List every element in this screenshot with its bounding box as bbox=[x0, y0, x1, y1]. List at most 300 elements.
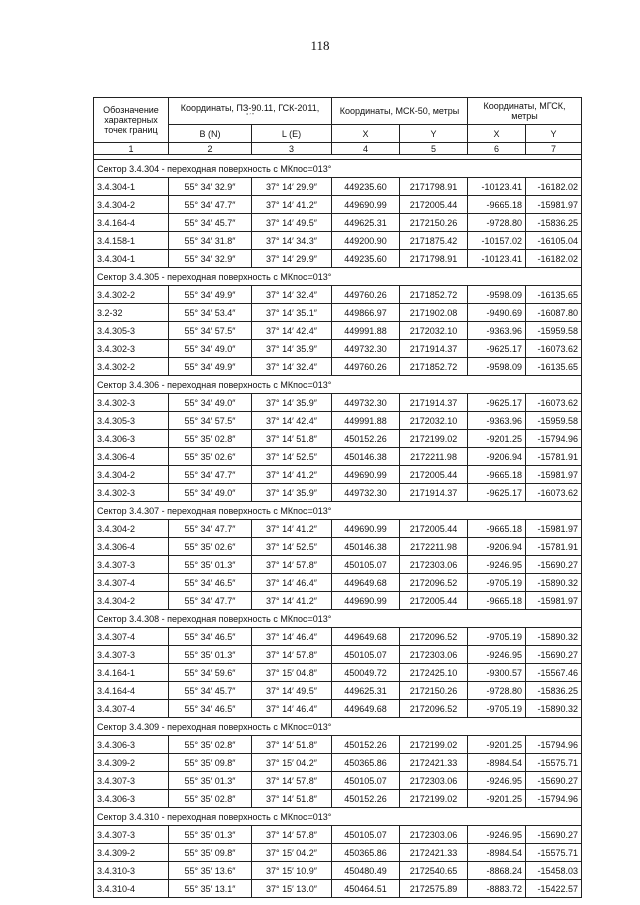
table-row bbox=[94, 772, 582, 790]
y-msk50-cell: 2171875.42 bbox=[400, 232, 468, 250]
point-id-cell: 3.4.164-4 bbox=[94, 682, 169, 700]
latitude-cell: 55° 35′ 01.3″ bbox=[169, 772, 252, 790]
x-msk50-cell: 449991.88 bbox=[332, 322, 400, 340]
longitude-cell: 37° 14′ 57.8″ bbox=[252, 646, 332, 664]
column-number: 4 bbox=[332, 143, 400, 155]
sector-title-row bbox=[94, 808, 582, 826]
latitude-cell: 55° 34′ 47.7″ bbox=[169, 466, 252, 484]
table-row bbox=[94, 754, 582, 772]
longitude-cell: 37° 15′ 04.8″ bbox=[252, 664, 332, 682]
table-row bbox=[94, 682, 582, 700]
table-row bbox=[94, 196, 582, 214]
longitude-cell: 37° 14′ 51.8″ bbox=[252, 430, 332, 448]
y-msk50-cell: 2172199.02 bbox=[400, 430, 468, 448]
latitude-cell: 55° 35′ 13.6″ bbox=[169, 862, 252, 880]
sector-title-row bbox=[94, 718, 582, 736]
latitude-cell: 55° 34′ 49.0″ bbox=[169, 394, 252, 412]
y-mgsk-cell: -15575.71 bbox=[526, 844, 582, 862]
column-number: 3 bbox=[252, 143, 332, 155]
x-msk50-cell: 449690.99 bbox=[332, 592, 400, 610]
x-msk50-cell: 450152.26 bbox=[332, 790, 400, 808]
x-mgsk-cell: -10123.41 bbox=[468, 250, 526, 268]
y-msk50-cell: 2172005.44 bbox=[400, 592, 468, 610]
y-mgsk-cell: -15890.32 bbox=[526, 574, 582, 592]
latitude-cell: 55° 34′ 49.9″ bbox=[169, 286, 252, 304]
y-msk50-cell: 2172421.33 bbox=[400, 754, 468, 772]
latitude-cell: 55° 34′ 59.6″ bbox=[169, 664, 252, 682]
latitude-cell: 55° 34′ 45.7″ bbox=[169, 682, 252, 700]
header-pz90-label: Координаты, ПЗ-90.11, ГСК-2011, bbox=[180, 103, 320, 113]
y-mgsk-cell: -15781.91 bbox=[526, 538, 582, 556]
point-id-cell: 3.4.310-3 bbox=[94, 862, 169, 880]
x-msk50-cell: 449235.60 bbox=[332, 250, 400, 268]
table-row bbox=[94, 322, 582, 340]
latitude-cell: 55° 34′ 46.5″ bbox=[169, 700, 252, 718]
y-mgsk-cell: -15690.27 bbox=[526, 826, 582, 844]
x-msk50-cell: 449760.26 bbox=[332, 358, 400, 376]
x-msk50-cell: 449690.99 bbox=[332, 466, 400, 484]
y-mgsk-cell: -15890.32 bbox=[526, 628, 582, 646]
table-row bbox=[94, 394, 582, 412]
latitude-cell: 55° 35′ 02.8″ bbox=[169, 790, 252, 808]
table-row bbox=[94, 232, 582, 250]
sector-title-row bbox=[94, 268, 582, 286]
latitude-cell: 55° 34′ 57.5″ bbox=[169, 412, 252, 430]
x-mgsk-cell: -8984.54 bbox=[468, 754, 526, 772]
header-pz90-group bbox=[169, 98, 332, 125]
sector-title: Сектор 3.4.305 - переходная поверхность с МКпос=013° bbox=[94, 268, 582, 286]
page-number: 118 bbox=[310, 38, 330, 53]
table-row bbox=[94, 214, 582, 232]
x-mgsk-cell: -9201.25 bbox=[468, 736, 526, 754]
y-mgsk-cell: -15836.25 bbox=[526, 214, 582, 232]
header-y-mgsk: Y bbox=[526, 125, 582, 143]
x-mgsk-cell: -9728.80 bbox=[468, 214, 526, 232]
y-mgsk-cell: -16087.80 bbox=[526, 304, 582, 322]
point-id-cell: 3.4.304-1 bbox=[94, 250, 169, 268]
point-id-cell: 3.2-32 bbox=[94, 304, 169, 322]
y-msk50-cell: 2172096.52 bbox=[400, 628, 468, 646]
x-msk50-cell: 450146.38 bbox=[332, 448, 400, 466]
y-mgsk-cell: -15890.32 bbox=[526, 700, 582, 718]
latitude-cell: 55° 34′ 47.7″ bbox=[169, 196, 252, 214]
y-mgsk-cell: -15567.46 bbox=[526, 664, 582, 682]
table-row bbox=[94, 664, 582, 682]
x-mgsk-cell: -9201.25 bbox=[468, 430, 526, 448]
x-mgsk-cell: -9625.17 bbox=[468, 394, 526, 412]
point-id-cell: 3.4.302-3 bbox=[94, 394, 169, 412]
longitude-cell: 37° 14′ 35.9″ bbox=[252, 484, 332, 502]
y-mgsk-cell: -15836.25 bbox=[526, 682, 582, 700]
y-msk50-cell: 2172303.06 bbox=[400, 772, 468, 790]
latitude-cell: 55° 34′ 32.9″ bbox=[169, 250, 252, 268]
header-x-mgsk: X bbox=[468, 125, 526, 143]
point-id-cell: 3.4.304-2 bbox=[94, 466, 169, 484]
point-id-cell: 3.4.307-4 bbox=[94, 700, 169, 718]
header-b: B (N) bbox=[169, 125, 252, 143]
y-msk50-cell: 2172150.26 bbox=[400, 682, 468, 700]
x-mgsk-cell: -9363.96 bbox=[468, 322, 526, 340]
table-body bbox=[94, 160, 582, 898]
latitude-cell: 55° 34′ 46.5″ bbox=[169, 628, 252, 646]
x-mgsk-cell: -9598.09 bbox=[468, 286, 526, 304]
y-msk50-cell: 2172211.98 bbox=[400, 448, 468, 466]
sector-title-row bbox=[94, 160, 582, 178]
longitude-cell: 37° 14′ 42.4″ bbox=[252, 322, 332, 340]
header-mgsk-group: Координаты, МГСК, метры bbox=[468, 98, 582, 125]
x-mgsk-cell: -9665.18 bbox=[468, 520, 526, 538]
point-id-cell: 3.4.302-2 bbox=[94, 358, 169, 376]
x-mgsk-cell: -9665.18 bbox=[468, 466, 526, 484]
x-msk50-cell: 449690.99 bbox=[332, 196, 400, 214]
longitude-cell: 37° 14′ 32.4″ bbox=[252, 358, 332, 376]
x-mgsk-cell: -9246.95 bbox=[468, 826, 526, 844]
x-mgsk-cell: -9705.19 bbox=[468, 628, 526, 646]
x-mgsk-cell: -9300.57 bbox=[468, 664, 526, 682]
longitude-cell: 37° 14′ 34.3″ bbox=[252, 232, 332, 250]
x-mgsk-cell: -9246.95 bbox=[468, 556, 526, 574]
table-row bbox=[94, 628, 582, 646]
latitude-cell: 55° 34′ 31.8″ bbox=[169, 232, 252, 250]
point-id-cell: 3.4.304-2 bbox=[94, 592, 169, 610]
sector-title: Сектор 3.4.306 - переходная поверхность с МКпос=013° bbox=[94, 376, 582, 394]
longitude-cell: 37° 14′ 51.8″ bbox=[252, 790, 332, 808]
latitude-cell: 55° 34′ 47.7″ bbox=[169, 592, 252, 610]
x-msk50-cell: 449200.90 bbox=[332, 232, 400, 250]
point-id-cell: 3.4.307-3 bbox=[94, 826, 169, 844]
x-mgsk-cell: -8883.72 bbox=[468, 880, 526, 898]
longitude-cell: 37° 14′ 52.5″ bbox=[252, 448, 332, 466]
x-msk50-cell: 449732.30 bbox=[332, 340, 400, 358]
y-msk50-cell: 2172211.98 bbox=[400, 538, 468, 556]
x-msk50-cell: 449760.26 bbox=[332, 286, 400, 304]
x-mgsk-cell: -9363.96 bbox=[468, 412, 526, 430]
x-msk50-cell: 449235.60 bbox=[332, 178, 400, 196]
x-msk50-cell: 449732.30 bbox=[332, 484, 400, 502]
y-msk50-cell: 2171914.37 bbox=[400, 340, 468, 358]
table-row bbox=[94, 430, 582, 448]
x-msk50-cell: 449649.68 bbox=[332, 700, 400, 718]
column-number: 6 bbox=[468, 143, 526, 155]
x-mgsk-cell: -10123.41 bbox=[468, 178, 526, 196]
point-id-cell: 3.4.164-1 bbox=[94, 664, 169, 682]
y-mgsk-cell: -16073.62 bbox=[526, 394, 582, 412]
latitude-cell: 55° 35′ 13.1″ bbox=[169, 880, 252, 898]
y-mgsk-cell: -15690.27 bbox=[526, 646, 582, 664]
y-msk50-cell: 2172005.44 bbox=[400, 520, 468, 538]
x-mgsk-cell: -9728.80 bbox=[468, 682, 526, 700]
sector-title: Сектор 3.4.307 - переходная поверхность с МКпос=013° bbox=[94, 502, 582, 520]
x-msk50-cell: 450105.07 bbox=[332, 556, 400, 574]
point-id-cell: 3.4.306-3 bbox=[94, 736, 169, 754]
latitude-cell: 55° 35′ 01.3″ bbox=[169, 556, 252, 574]
table-row bbox=[94, 700, 582, 718]
y-mgsk-cell: -15959.58 bbox=[526, 412, 582, 430]
column-number: 7 bbox=[526, 143, 582, 155]
latitude-cell: 55° 35′ 09.8″ bbox=[169, 844, 252, 862]
longitude-cell: 37° 14′ 29.9″ bbox=[252, 178, 332, 196]
table-row bbox=[94, 412, 582, 430]
x-msk50-cell: 450152.26 bbox=[332, 736, 400, 754]
x-mgsk-cell: -9598.09 bbox=[468, 358, 526, 376]
header-x-msk50: X bbox=[332, 125, 400, 143]
header-y-msk50: Y bbox=[400, 125, 468, 143]
x-mgsk-cell: -9201.25 bbox=[468, 790, 526, 808]
header-msk50-group: Координаты, МСК-50, метры bbox=[332, 98, 468, 125]
column-number: 2 bbox=[169, 143, 252, 155]
x-mgsk-cell: -9206.94 bbox=[468, 448, 526, 466]
y-mgsk-cell: -15794.96 bbox=[526, 736, 582, 754]
x-msk50-cell: 449732.30 bbox=[332, 394, 400, 412]
point-id-cell: 3.4.164-4 bbox=[94, 214, 169, 232]
table-row bbox=[94, 358, 582, 376]
x-msk50-cell: 450480.49 bbox=[332, 862, 400, 880]
latitude-cell: 55° 35′ 02.6″ bbox=[169, 538, 252, 556]
point-id-cell: 3.4.302-3 bbox=[94, 484, 169, 502]
longitude-cell: 37° 14′ 42.4″ bbox=[252, 412, 332, 430]
y-mgsk-cell: -15959.58 bbox=[526, 322, 582, 340]
y-msk50-cell: 2172303.06 bbox=[400, 826, 468, 844]
y-msk50-cell: 2172303.06 bbox=[400, 646, 468, 664]
x-mgsk-cell: -9246.95 bbox=[468, 646, 526, 664]
y-msk50-cell: 2172540.65 bbox=[400, 862, 468, 880]
sector-title: Сектор 3.4.304 - переходная поверхность с МКпос=013° bbox=[94, 160, 582, 178]
point-id-cell: 3.4.307-4 bbox=[94, 574, 169, 592]
longitude-cell: 37° 14′ 32.4″ bbox=[252, 286, 332, 304]
latitude-cell: 55° 34′ 47.7″ bbox=[169, 520, 252, 538]
y-mgsk-cell: -16135.65 bbox=[526, 358, 582, 376]
y-msk50-cell: 2171852.72 bbox=[400, 286, 468, 304]
header-point-designation: Обозначение характерных точек границ bbox=[94, 98, 169, 143]
longitude-cell: 37° 14′ 49.5″ bbox=[252, 682, 332, 700]
latitude-cell: 55° 34′ 46.5″ bbox=[169, 574, 252, 592]
latitude-cell: 55° 35′ 01.3″ bbox=[169, 646, 252, 664]
y-msk50-cell: 2172303.06 bbox=[400, 556, 468, 574]
y-mgsk-cell: -16182.02 bbox=[526, 178, 582, 196]
column-number: 1 bbox=[94, 143, 169, 155]
y-msk50-cell: 2172032.10 bbox=[400, 322, 468, 340]
y-msk50-cell: 2171852.72 bbox=[400, 358, 468, 376]
x-msk50-cell: 449649.68 bbox=[332, 574, 400, 592]
y-mgsk-cell: -16073.62 bbox=[526, 340, 582, 358]
y-mgsk-cell: -16073.62 bbox=[526, 484, 582, 502]
table-row bbox=[94, 340, 582, 358]
table-row bbox=[94, 520, 582, 538]
table-row bbox=[94, 880, 582, 898]
x-mgsk-cell: -9206.94 bbox=[468, 538, 526, 556]
y-msk50-cell: 2172032.10 bbox=[400, 412, 468, 430]
x-mgsk-cell: -8868.24 bbox=[468, 862, 526, 880]
point-id-cell: 3.4.306-3 bbox=[94, 430, 169, 448]
point-id-cell: 3.4.304-2 bbox=[94, 196, 169, 214]
y-msk50-cell: 2171914.37 bbox=[400, 394, 468, 412]
x-msk50-cell: 450464.51 bbox=[332, 880, 400, 898]
x-mgsk-cell: -9246.95 bbox=[468, 772, 526, 790]
point-id-cell: 3.4.305-3 bbox=[94, 412, 169, 430]
point-id-cell: 3.4.302-2 bbox=[94, 286, 169, 304]
longitude-cell: 37° 14′ 35.9″ bbox=[252, 394, 332, 412]
table-row bbox=[94, 466, 582, 484]
table-row bbox=[94, 538, 582, 556]
point-id-cell: 3.4.309-2 bbox=[94, 754, 169, 772]
y-mgsk-cell: -15981.97 bbox=[526, 520, 582, 538]
point-id-cell: 3.4.158-1 bbox=[94, 232, 169, 250]
longitude-cell: 37° 14′ 57.8″ bbox=[252, 772, 332, 790]
y-msk50-cell: 2172575.89 bbox=[400, 880, 468, 898]
point-id-cell: 3.4.306-4 bbox=[94, 538, 169, 556]
x-msk50-cell: 450105.07 bbox=[332, 772, 400, 790]
x-msk50-cell: 449991.88 bbox=[332, 412, 400, 430]
table-row bbox=[94, 484, 582, 502]
sector-title-row bbox=[94, 502, 582, 520]
point-id-cell: 3.4.307-3 bbox=[94, 772, 169, 790]
header-l: L (E) bbox=[252, 125, 332, 143]
coordinates-table bbox=[93, 97, 582, 898]
longitude-cell: 37° 14′ 41.2″ bbox=[252, 196, 332, 214]
longitude-cell: 37° 15′ 10.9″ bbox=[252, 862, 332, 880]
header-pz90-units: ° ′ ″ bbox=[246, 113, 254, 119]
y-msk50-cell: 2172005.44 bbox=[400, 466, 468, 484]
longitude-cell: 37° 14′ 35.1″ bbox=[252, 304, 332, 322]
x-msk50-cell: 450049.72 bbox=[332, 664, 400, 682]
point-id-cell: 3.4.310-4 bbox=[94, 880, 169, 898]
sector-title: Сектор 3.4.308 - переходная поверхность с МКпос=013° bbox=[94, 610, 582, 628]
y-mgsk-cell: -16105.04 bbox=[526, 232, 582, 250]
y-mgsk-cell: -15794.96 bbox=[526, 790, 582, 808]
y-mgsk-cell: -16135.65 bbox=[526, 286, 582, 304]
table-row bbox=[94, 592, 582, 610]
y-mgsk-cell: -15981.97 bbox=[526, 466, 582, 484]
point-id-cell: 3.4.307-3 bbox=[94, 646, 169, 664]
table-row bbox=[94, 556, 582, 574]
longitude-cell: 37° 14′ 51.8″ bbox=[252, 736, 332, 754]
point-id-cell: 3.4.307-3 bbox=[94, 556, 169, 574]
longitude-cell: 37° 14′ 46.4″ bbox=[252, 628, 332, 646]
x-msk50-cell: 450146.38 bbox=[332, 538, 400, 556]
point-id-cell: 3.4.305-3 bbox=[94, 322, 169, 340]
table-row bbox=[94, 448, 582, 466]
point-id-cell: 3.4.304-1 bbox=[94, 178, 169, 196]
table-row bbox=[94, 646, 582, 664]
x-mgsk-cell: -9625.17 bbox=[468, 340, 526, 358]
y-msk50-cell: 2172005.44 bbox=[400, 196, 468, 214]
x-mgsk-cell: -8984.54 bbox=[468, 844, 526, 862]
table-row bbox=[94, 862, 582, 880]
sector-title: Сектор 3.4.309 - переходная поверхность с МКпос=013° bbox=[94, 718, 582, 736]
y-msk50-cell: 2171798.91 bbox=[400, 178, 468, 196]
point-id-cell: 3.4.306-4 bbox=[94, 448, 169, 466]
table-row bbox=[94, 826, 582, 844]
longitude-cell: 37° 14′ 46.4″ bbox=[252, 574, 332, 592]
table-row bbox=[94, 790, 582, 808]
table-row bbox=[94, 844, 582, 862]
y-mgsk-cell: -15690.27 bbox=[526, 556, 582, 574]
latitude-cell: 55° 34′ 49.0″ bbox=[169, 484, 252, 502]
point-id-cell: 3.4.307-4 bbox=[94, 628, 169, 646]
table-row bbox=[94, 304, 582, 322]
x-mgsk-cell: -10157.02 bbox=[468, 232, 526, 250]
latitude-cell: 55° 34′ 49.0″ bbox=[169, 340, 252, 358]
point-id-cell: 3.4.302-3 bbox=[94, 340, 169, 358]
longitude-cell: 37° 14′ 41.2″ bbox=[252, 466, 332, 484]
y-msk50-cell: 2172096.52 bbox=[400, 574, 468, 592]
latitude-cell: 55° 34′ 53.4″ bbox=[169, 304, 252, 322]
y-mgsk-cell: -15422.57 bbox=[526, 880, 582, 898]
latitude-cell: 55° 35′ 02.6″ bbox=[169, 448, 252, 466]
longitude-cell: 37° 14′ 57.8″ bbox=[252, 556, 332, 574]
latitude-cell: 55° 34′ 49.9″ bbox=[169, 358, 252, 376]
latitude-cell: 55° 35′ 01.3″ bbox=[169, 826, 252, 844]
y-msk50-cell: 2171902.08 bbox=[400, 304, 468, 322]
y-mgsk-cell: -16182.02 bbox=[526, 250, 582, 268]
y-msk50-cell: 2172199.02 bbox=[400, 736, 468, 754]
table-header bbox=[94, 98, 582, 160]
column-numbers-row bbox=[94, 143, 582, 155]
y-mgsk-cell: -15794.96 bbox=[526, 430, 582, 448]
latitude-cell: 55° 35′ 09.8″ bbox=[169, 754, 252, 772]
longitude-cell: 37° 15′ 13.0″ bbox=[252, 880, 332, 898]
y-msk50-cell: 2172096.52 bbox=[400, 700, 468, 718]
longitude-cell: 37° 15′ 04.2″ bbox=[252, 754, 332, 772]
latitude-cell: 55° 34′ 57.5″ bbox=[169, 322, 252, 340]
y-mgsk-cell: -15981.97 bbox=[526, 196, 582, 214]
table-row bbox=[94, 286, 582, 304]
point-id-cell: 3.4.304-2 bbox=[94, 520, 169, 538]
x-msk50-cell: 449625.31 bbox=[332, 682, 400, 700]
x-mgsk-cell: -9665.18 bbox=[468, 196, 526, 214]
x-msk50-cell: 450365.86 bbox=[332, 754, 400, 772]
table-row bbox=[94, 736, 582, 754]
sector-title: Сектор 3.4.310 - переходная поверхность с МКпос=013° bbox=[94, 808, 582, 826]
y-msk50-cell: 2171914.37 bbox=[400, 484, 468, 502]
x-msk50-cell: 450365.86 bbox=[332, 844, 400, 862]
x-msk50-cell: 449625.31 bbox=[332, 214, 400, 232]
y-msk50-cell: 2171798.91 bbox=[400, 250, 468, 268]
point-id-cell: 3.4.306-3 bbox=[94, 790, 169, 808]
table-row bbox=[94, 250, 582, 268]
y-msk50-cell: 2172421.33 bbox=[400, 844, 468, 862]
y-msk50-cell: 2172199.02 bbox=[400, 790, 468, 808]
longitude-cell: 37° 14′ 41.2″ bbox=[252, 520, 332, 538]
x-msk50-cell: 450152.26 bbox=[332, 430, 400, 448]
longitude-cell: 37° 14′ 35.9″ bbox=[252, 340, 332, 358]
x-mgsk-cell: -9625.17 bbox=[468, 484, 526, 502]
x-mgsk-cell: -9665.18 bbox=[468, 592, 526, 610]
longitude-cell: 37° 14′ 41.2″ bbox=[252, 592, 332, 610]
longitude-cell: 37° 14′ 46.4″ bbox=[252, 700, 332, 718]
x-msk50-cell: 449649.68 bbox=[332, 628, 400, 646]
latitude-cell: 55° 34′ 32.9″ bbox=[169, 178, 252, 196]
longitude-cell: 37° 14′ 52.5″ bbox=[252, 538, 332, 556]
column-number: 5 bbox=[400, 143, 468, 155]
table-row bbox=[94, 574, 582, 592]
sector-title-row bbox=[94, 376, 582, 394]
y-mgsk-cell: -15575.71 bbox=[526, 754, 582, 772]
x-msk50-cell: 449866.97 bbox=[332, 304, 400, 322]
latitude-cell: 55° 35′ 02.8″ bbox=[169, 736, 252, 754]
y-mgsk-cell: -15458.03 bbox=[526, 862, 582, 880]
y-mgsk-cell: -15981.97 bbox=[526, 592, 582, 610]
latitude-cell: 55° 34′ 45.7″ bbox=[169, 214, 252, 232]
x-msk50-cell: 450105.07 bbox=[332, 646, 400, 664]
y-msk50-cell: 2172150.26 bbox=[400, 214, 468, 232]
y-msk50-cell: 2172425.10 bbox=[400, 664, 468, 682]
x-mgsk-cell: -9705.19 bbox=[468, 700, 526, 718]
latitude-cell: 55° 35′ 02.8″ bbox=[169, 430, 252, 448]
x-mgsk-cell: -9490.69 bbox=[468, 304, 526, 322]
longitude-cell: 37° 14′ 29.9″ bbox=[252, 250, 332, 268]
point-id-cell: 3.4.309-2 bbox=[94, 844, 169, 862]
